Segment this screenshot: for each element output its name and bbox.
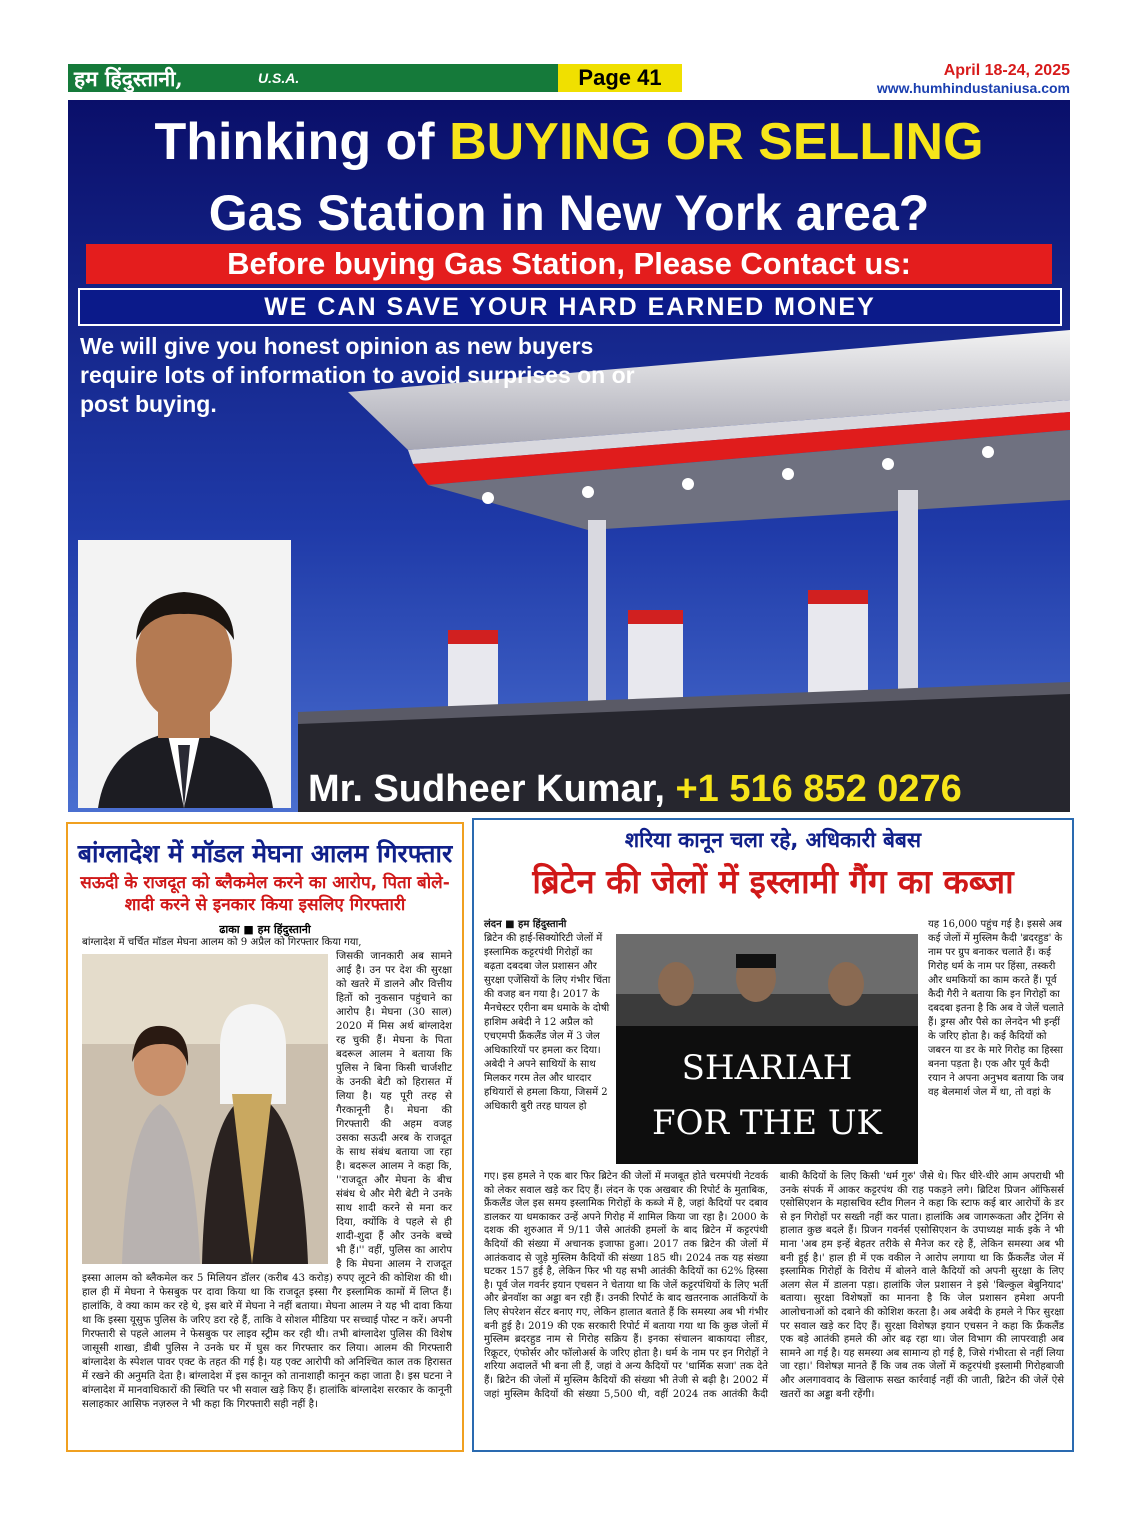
- article-text: जिसकी जानकारी अब सामने आई है। उन पर देश की सुरक्षा को खतरे में डालने और वित्तीय हितों को नुकसान पहुंचाने का आरोप है। मेघना (30 साल) 2020 में मिस अर्थ बांग्लादेश रह चुकी हैं। मेघना के पिता बदरूल आलम ने बताया कि पुलिस ने बिना किसी चार्जशीट के उनकी बेटी को हिरासत में लिया है। यह पूरी तरह से गैरकानूनी है। मेघना की गिरफ्तारी की अहम वजह उसका सऊदी अरब के राजदूत के साथ संबंध बताया जा रहा है। बदरूल आलम ने कहा कि, ''राजदूत और मेघना के बीच संबंध थे और मेरी बेटी ने उनके साथ शादी करने से मना कर दिया, क्योंकि वे पहले से ही शादी-शुदा हैं और उनके बच्चे भी हैं।'' वहीं, पुलिस का आरोप है कि मेघना आलम ने राजदूत इस्सा आलम को ब्लैकमेल कर 5 मिलियन डॉलर (करीब 43 करोड़) रुपए लूटने की कोशिश की थी। हाल ही में मेघना ने फेसबुक पर दावा किया था कि राजदूत इस्सा गैर इस्लामिक कामों में लिप्त हैं। हालांकि, वे क्या काम कर रहे थे, इस बारे में मेघना ने नहीं बताया। मेघना आलम ने यह भी दावा किया था कि इस्सा यूसुफ पुलिस के जरिए डरा रहे हैं, ताकि वे सोशल मीडिया पर सच्चाई पोस्ट न करें। अपनी गिरफ्तारी से पहले आलम ने फेसबुक पर लाइव स्ट्रीम कर रही थी। तभी बांग्लादेश पुलिस की विशेष जासूसी शाखा, डीबी पुलिस ने उनके घर में घुस कर गिरफ्तार कर लिया। आलम की गिरफ्तारी बांग्लादेश के स्पेशल पावर एक्ट के तहत की गई है। यह एक्ट आरोपी को अनिश्चित काल तक हिरासत में रखने की अनुमति देता है। बांग्लादेश में इस कानून को तानाशाही कानून कहा जाता है। इस घटना ने बांग्लादेश में मानवाधिकारों की स्थिति पर भी सवाल खड़े किए हैं। हालांकि बांग्लादेश सरकार के कानूनी सलाहकार आसिफ नज़रुल ने भी कहा कि गिरफ्तारी सही नहीं है।: [82, 951, 452, 1410]
- article-kicker: शरिया कानून चला रहे, अधिकारी बेबस: [624, 828, 922, 852]
- article-column-1: [484, 918, 612, 1114]
- banner-text-uk: FOR THE UK: [652, 1103, 882, 1143]
- contact-banner: Before buying Gas Station, Please Contact us:: [86, 244, 1052, 284]
- protest-photo: [616, 934, 918, 1164]
- article-byline: ढाका ■ हम हिंदुस्तानी: [219, 923, 311, 936]
- banner-text-shariah: SHARIAH: [681, 1048, 853, 1088]
- article-byline: लंदन ■ हम हिंदुस्तानी: [484, 919, 567, 930]
- advertiser-portrait: [78, 540, 291, 808]
- newspaper-name-suffix: U.S.A.: [258, 70, 300, 86]
- gas-station-advertisement: [68, 100, 1070, 812]
- ad-headline: [68, 112, 1070, 172]
- contact-name: Mr. Sudheer Kumar,: [308, 768, 676, 810]
- issue-date: April 18-24, 2025: [943, 62, 1070, 79]
- article-subtitle: सऊदी के राजदूत को ब्लैकमेल करने का आरोप, पिता बोले- शादी करने से इनकार किया इसलिए गिरफ्तारी: [80, 873, 450, 915]
- article-body: [82, 936, 452, 1412]
- ad-headline-text: Thinking of: [154, 113, 450, 171]
- article-title: बांग्लादेश में मॉडल मेघना आलम गिरफ्तार: [77, 839, 453, 868]
- website-link[interactable]: www.humhindustaniusa.com: [876, 80, 1070, 96]
- masthead-bar: [68, 64, 558, 92]
- article-column-1-text: ब्रिटेन की हाई-सिक्योरिटी जेलों में इस्लामिक कट्टरपंथी गिरोहों का बढ़ता दबदबा जेल प्रशासन और सुरक्षा एजेंसियों के लिए गंभीर चिंता की वजह बन गया है। 2017 के मैनचेस्टर एरीना बम धमाके के दोषी हाशिम अबेदी ने 12 अप्रैल को एचएमपी फ्रैंकलैंड जेल में 3 जेल अधिकारियों पर हमला कर दिया। अबेदी ने अपने साथियों के साथ मिलकर गरम तेल और धारदार हथियारों से हमला किया, जिसमें 2 अधिकारी बुरी तरह घायल हो: [484, 933, 611, 1112]
- protest-scene: [616, 934, 918, 1164]
- uk-prisons-article: [472, 818, 1074, 1452]
- contact-phone[interactable]: +1 516 852 0276: [675, 768, 962, 810]
- newspaper-name: हम हिंदुस्तानी,: [74, 66, 183, 91]
- savings-banner: WE CAN SAVE YOUR HARD EARNED MONEY: [78, 288, 1062, 326]
- ad-description: We will give you honest opinion as new buyers require lots of information to avoid surprises on or post buying.: [80, 333, 635, 417]
- ad-headline-highlight: BUYING OR SELLING: [449, 113, 984, 171]
- contact-line: [308, 768, 1068, 811]
- article-column-3: यह 16,000 पहुंच गई है। इससे अब कई जेलों में मुस्लिम कैदी 'ब्रदरहुड' के नाम पर ग्रुप बनाकर चलाते हैं। कई गिरोह धर्म के नाम पर हिंसा, तस्करी और धमकियों का काम करते हैं। पूर्व कैदी गैरी ने बताया कि इन गिरोहों का दबदबा इतना है कि अब वे जेलें चलाते हैं। ड्रग्स और पैसे का लेनदेन भी इन्हीं के जरिए होता है। कई कैदियों को जबरन या डर के मारे गिरोह का हिस्सा बनना पड़ता है। एक और पूर्व कैदी रयान ने अपना अनुभव बताया कि जब वह बेलमार्श जेल में था, तो वहां के: [928, 919, 1064, 1098]
- bangladesh-model-article: [66, 822, 464, 1452]
- ad-subheadline: Gas Station in New York area?: [208, 185, 930, 241]
- page-number: Page 41: [558, 64, 682, 92]
- meghna-alam-photo: [82, 954, 328, 1264]
- article-continuation: गए। इस हमले ने एक बार फिर ब्रिटेन की जेलों में मजबूत होते चरमपंथी नेटवर्क को लेकर सवाल खड़े कर दिए हैं। लंदन के एक अखबार की रिपोर्ट के मुताबिक, फ्रैंकलैंड जेल इस समय इस्लामिक गिरोहों के कब्जे में है, जहां कैदियों पर दबाव डालकर या धमकाकर उन्हें अपने गिरोह में शामिल किया जा रहा है। 2000 के दशक की शुरुआत में 9/11 जैसे आतंकी हमलों के बाद ब्रिटेन में कट्टरपंथी कैदियों की संख्या में अचानक इजाफा हुआ। 2017 तक ब्रिटेन की जेलों में आतंकवाद से जुड़े मुस्लिम कैदियों की संख्या 185 थी। 2024 तक यह संख्या घटकर 157 हुई है, लेकिन फिर भी यह सभी आतंकी कैदियों का 62% हिस्सा है। पूर्व जेल गवर्नर इयान एचसन ने चेताया था कि जेलें कट्टरपंथियों के लिए भर्ती और ब्रेनवॉश का अड्डा बन रही हैं। उनकी रिपोर्ट के बाद खतरनाक आतंकियों के लिए सेपरेशन सेंटर बनाए गए, लेकिन हालात बताते हैं कि समस्या अब भी गंभीर बनी हुई है। 2019 की एक सरकारी रिपोर्ट में बताया गया था कि कुछ जेलों में मुस्लिम ब्रदरहुड नाम से गिरोह सक्रिय हैं। इनका संचालन बाकायदा लीडर, रिक्रूटर, एंफोर्सर और फॉलोअर्स के जरिए होता है। धर्म के नाम पर इन गिरोहों ने शरिया अदालतें भी बना ली हैं, जहां वे अन्य कैदियों पर 'धार्मिक सजा' तक देते हैं। ब्रिटेन की जेलों में मुस्लिम कैदियों की संख्या भी तेजी से बढ़ी है। 2002 में जहां मुस्लिम कैदियों की संख्या 5,500 थी, वहीं 2024 तक आतंकी कैदी बाकी कैदियों के लिए किसी 'धर्म गुरु' जैसे थे। फिर धीरे-धीरे आम अपराधी भी उनके संपर्क में आकर कट्टरपंथ की राह पकड़ने लगे। ब्रिटिश प्रिजन ऑफिसर्स एसोसिएशन के महासचिव स्टीव गिलन ने कहा कि स्टाफ कई बार आरोपों के डर से इन गिरोहों पर सख्ती नहीं कर पाता। हालांकि अब जागरूकता और ट्रेनिंग से हालात कुछ बदले हैं। प्रिजन गवर्नर्स एसोसिएशन के उपाध्यक्ष मार्क इके ने भी माना 'अब हम इन्हें बेहतर तरीके से मैनेज कर रहे हैं, लेकिन समस्या अब भी बनी हुई है।' हाल ही में एक वकील ने आरोप लगाया था कि फ्रैंकलैंड जेल में इस्लामिक गिरोहों के विरोध में बोलने वाले कैदियों को अपनी सुरक्षा के लिए अलग सेल में डालना पड़ा। हालांकि जेल प्रशासन ने इसे 'बिल्कुल बेबुनियाद' बताया। सुरक्षा विशेषज्ञों का मानना है कि जेल प्रशासन हमेशा अपनी आलोचनाओं को दबाने की कोशिश करता है। अब अबेदी के हमले ने फिर सुरक्षा पर सवाल खड़े कर दिए हैं। सुरक्षा विशेषज्ञ इयान एचसन ने कहा कि फ्रैंकलैंड एक बड़े आतंकी हमले की ओर बढ़ रहा था। जेल विभाग की लापरवाही अब सामने आ गई है। यह समस्या अब सामान्य हो गई है, जिसे गंभीरता से नहीं लिया जा रहा।' विशेषज्ञ मानते हैं कि जब तक जेलों में कट्टरपंथी इस्लामी गिरोहबाजी और अलगाववाद के खिलाफ सख्त कार्रवाई नहीं की जाती, ब्रिटेन की जेलें ऐसे खतरों का अड्डा बनी रहेंगी।: [484, 1171, 1064, 1400]
- article-title: ब्रिटेन की जेलों में इस्लामी गैंग का कब्जा: [532, 862, 1014, 901]
- article-intro: बांग्लादेश में चर्चित मॉडल मेघना आलम को 9 अप्रैल को गिरफ्तार किया गया,: [82, 937, 362, 948]
